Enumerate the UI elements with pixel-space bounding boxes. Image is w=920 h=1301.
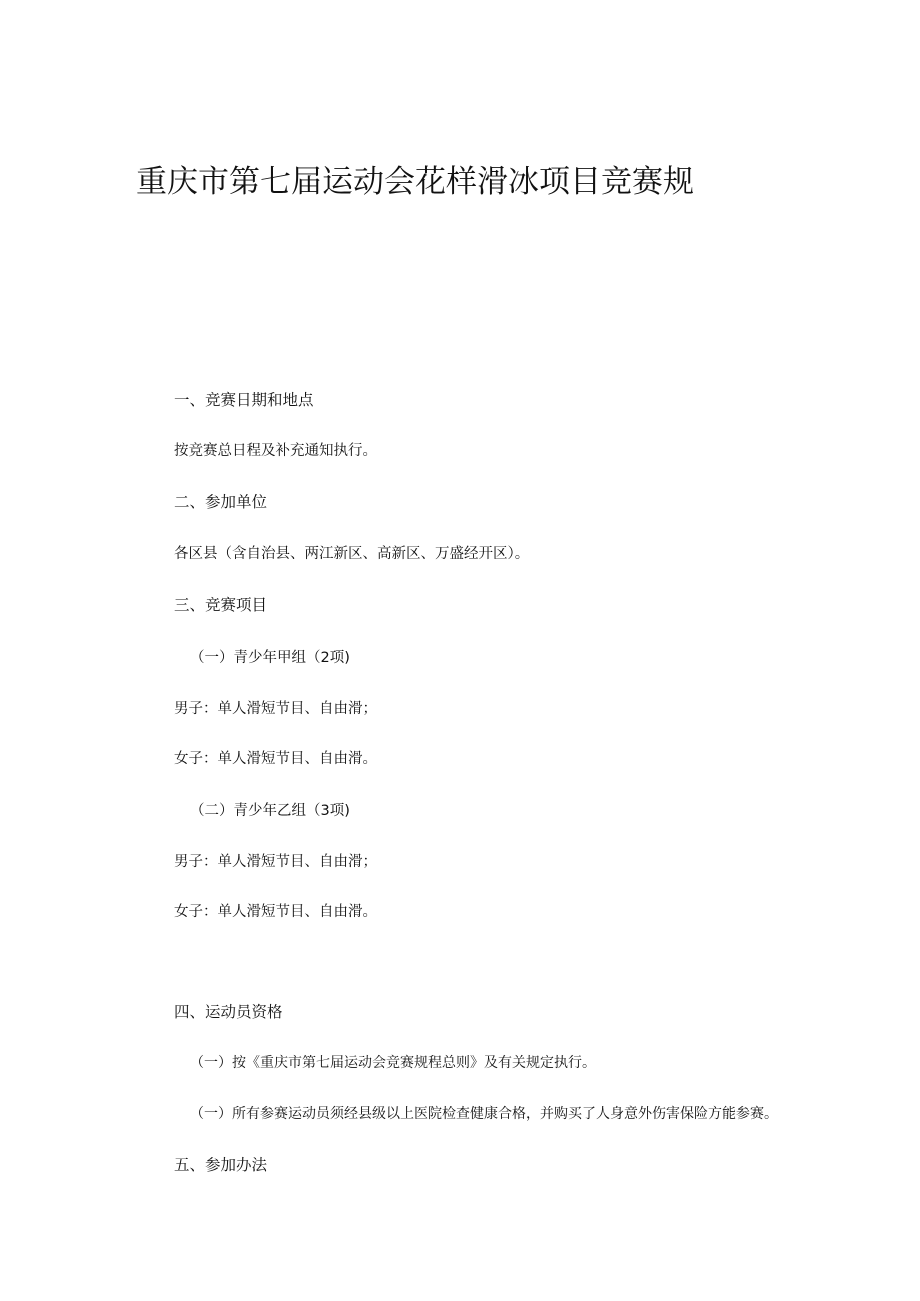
document-title: 重庆市第七届运动会花样滑冰项目竞赛规 xyxy=(136,164,694,200)
group-label-junior-a: （一）青少年甲组（2项) xyxy=(190,650,350,666)
section-heading-participation: 五、参加办法 xyxy=(174,1156,268,1174)
group-line-junior-b-men: 男子：单人滑短节目、自由滑； xyxy=(174,854,377,870)
eligibility-item-1: （一）按《重庆市第七届运动会竞赛规程总则》及有关规定执行。 xyxy=(190,1055,596,1071)
section-heading-dates: 一、竞赛日期和地点 xyxy=(174,391,314,409)
section-heading-eligibility: 四、运动员资格 xyxy=(174,1003,283,1021)
group-line-junior-a-women: 女子：单人滑短节目、自由滑。 xyxy=(174,751,377,767)
section-body-units: 各区县（含自治县、两江新区、高新区、万盛经开区）。 xyxy=(174,546,530,562)
group-line-junior-b-women: 女子：单人滑短节目、自由滑。 xyxy=(174,904,377,920)
section-heading-events: 三、竞赛项目 xyxy=(174,596,268,614)
section-heading-units: 二、参加单位 xyxy=(174,493,268,511)
group-label-junior-b: （二）青少年乙组（3项) xyxy=(190,803,350,819)
section-body-dates: 按竞赛总日程及补充通知执行。 xyxy=(174,443,377,459)
eligibility-item-2: （一）所有参赛运动员须经县级以上医院检查健康合格，并购买了人身意外伤害保险方能参赛。 xyxy=(190,1106,778,1122)
group-line-junior-a-men: 男子：单人滑短节目、自由滑； xyxy=(174,701,377,717)
